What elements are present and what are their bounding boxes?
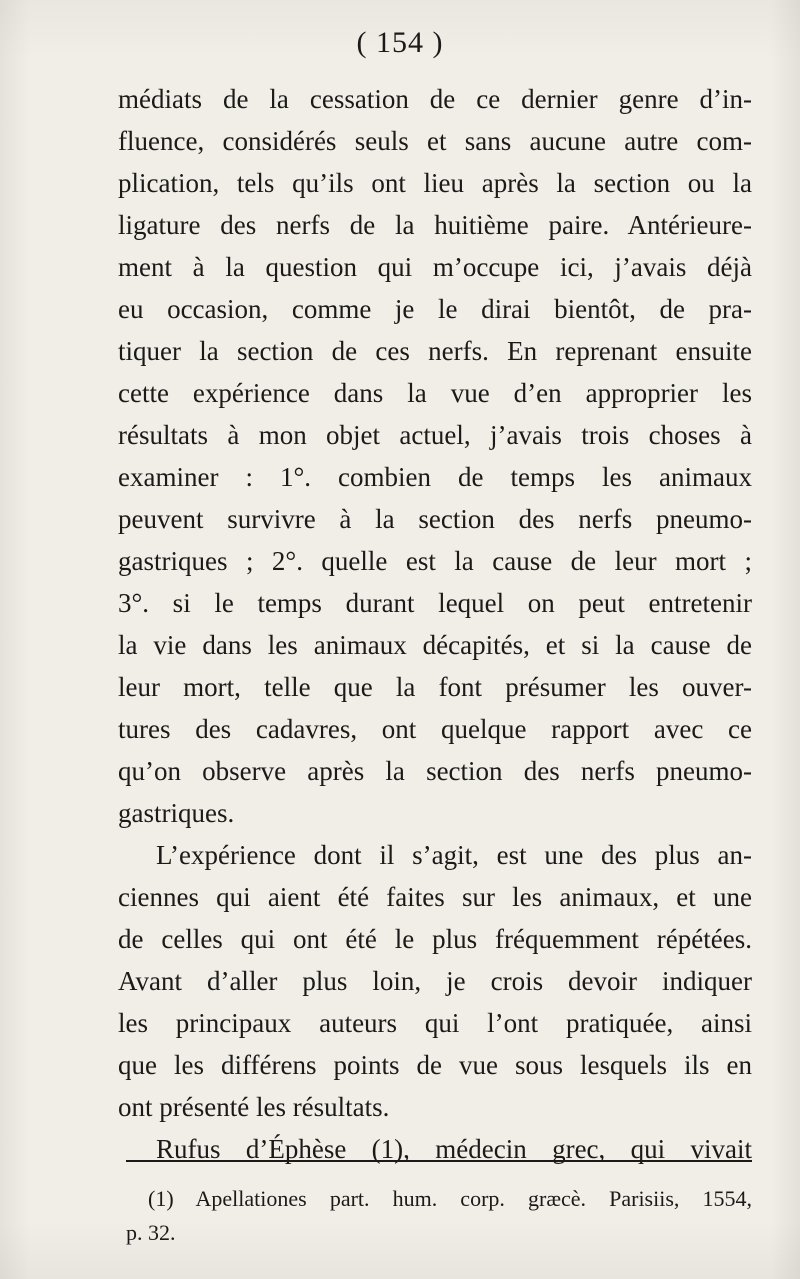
text-line: médiats de la cessation de ce dernier genre d’in- [118, 84, 752, 114]
text-line: fluence, considérés seuls et sans aucune autre com- [118, 126, 752, 156]
text-line: ont présenté les résultats. [118, 1092, 390, 1122]
text-line: Avant d’aller plus loin, je crois devoir indiquer [118, 966, 752, 996]
text-line: les principaux auteurs qui l’ont pratiquée, ainsi [118, 1008, 752, 1038]
text-line: ment à la question qui m’occupe ici, j’avais déjà [118, 252, 752, 282]
text-line: de celles qui ont été le plus fréquemment répétées. [118, 924, 752, 954]
text-line: que les différens points de vue sous lesquels ils en [118, 1050, 752, 1080]
footnote-divider [126, 1160, 752, 1162]
text-line: qu’on observe après la section des nerfs pneumo- [118, 756, 752, 786]
text-line: gastriques ; 2°. quelle est la cause de leur mort ; [118, 546, 752, 576]
text-line: L’expérience dont il s’agit, est une des plus an- [156, 840, 752, 870]
text-line: leur mort, telle que la font présumer les ouver- [118, 672, 752, 702]
text-line: tures des cadavres, ont quelque rapport avec ce [118, 714, 752, 744]
body-text [118, 78, 752, 1170]
text-line: ligature des nerfs de la huitième paire. Antérieure- [118, 210, 752, 240]
footnote-line: p. 32. [126, 1220, 176, 1245]
text-line: tiquer la section de ces nerfs. En reprenant ensuite [118, 336, 752, 366]
text-line: la vie dans les animaux décapités, et si la cause de [118, 630, 752, 660]
text-line: plication, tels qu’ils ont lieu après la section ou la [118, 168, 752, 198]
text-line: eu occasion, comme je le dirai bientôt, de pra- [118, 294, 752, 324]
page-number: ( 154 ) [356, 26, 444, 59]
text-line: 3°. si le temps durant lequel on peut entretenir [118, 588, 752, 618]
text-line: ciennes qui aient été faites sur les animaux, et une [118, 882, 752, 912]
text-line: examiner : 1°. combien de temps les animaux [118, 462, 752, 492]
text-line: cette expérience dans la vue d’en approprier les [118, 378, 752, 408]
text-line: peuvent survivre à la section des nerfs pneumo- [118, 504, 752, 534]
text-line: Rufus d’Éphèse (1), médecin grec, qui vivait [156, 1134, 752, 1164]
footnote [126, 1182, 752, 1250]
footnote-line: (1) Apellationes part. hum. corp. græcè. Parisiis, 1554, [148, 1186, 752, 1211]
text-line: résultats à mon objet actuel, j’avais trois choses à [118, 420, 752, 450]
text-line: gastriques. [118, 798, 235, 828]
